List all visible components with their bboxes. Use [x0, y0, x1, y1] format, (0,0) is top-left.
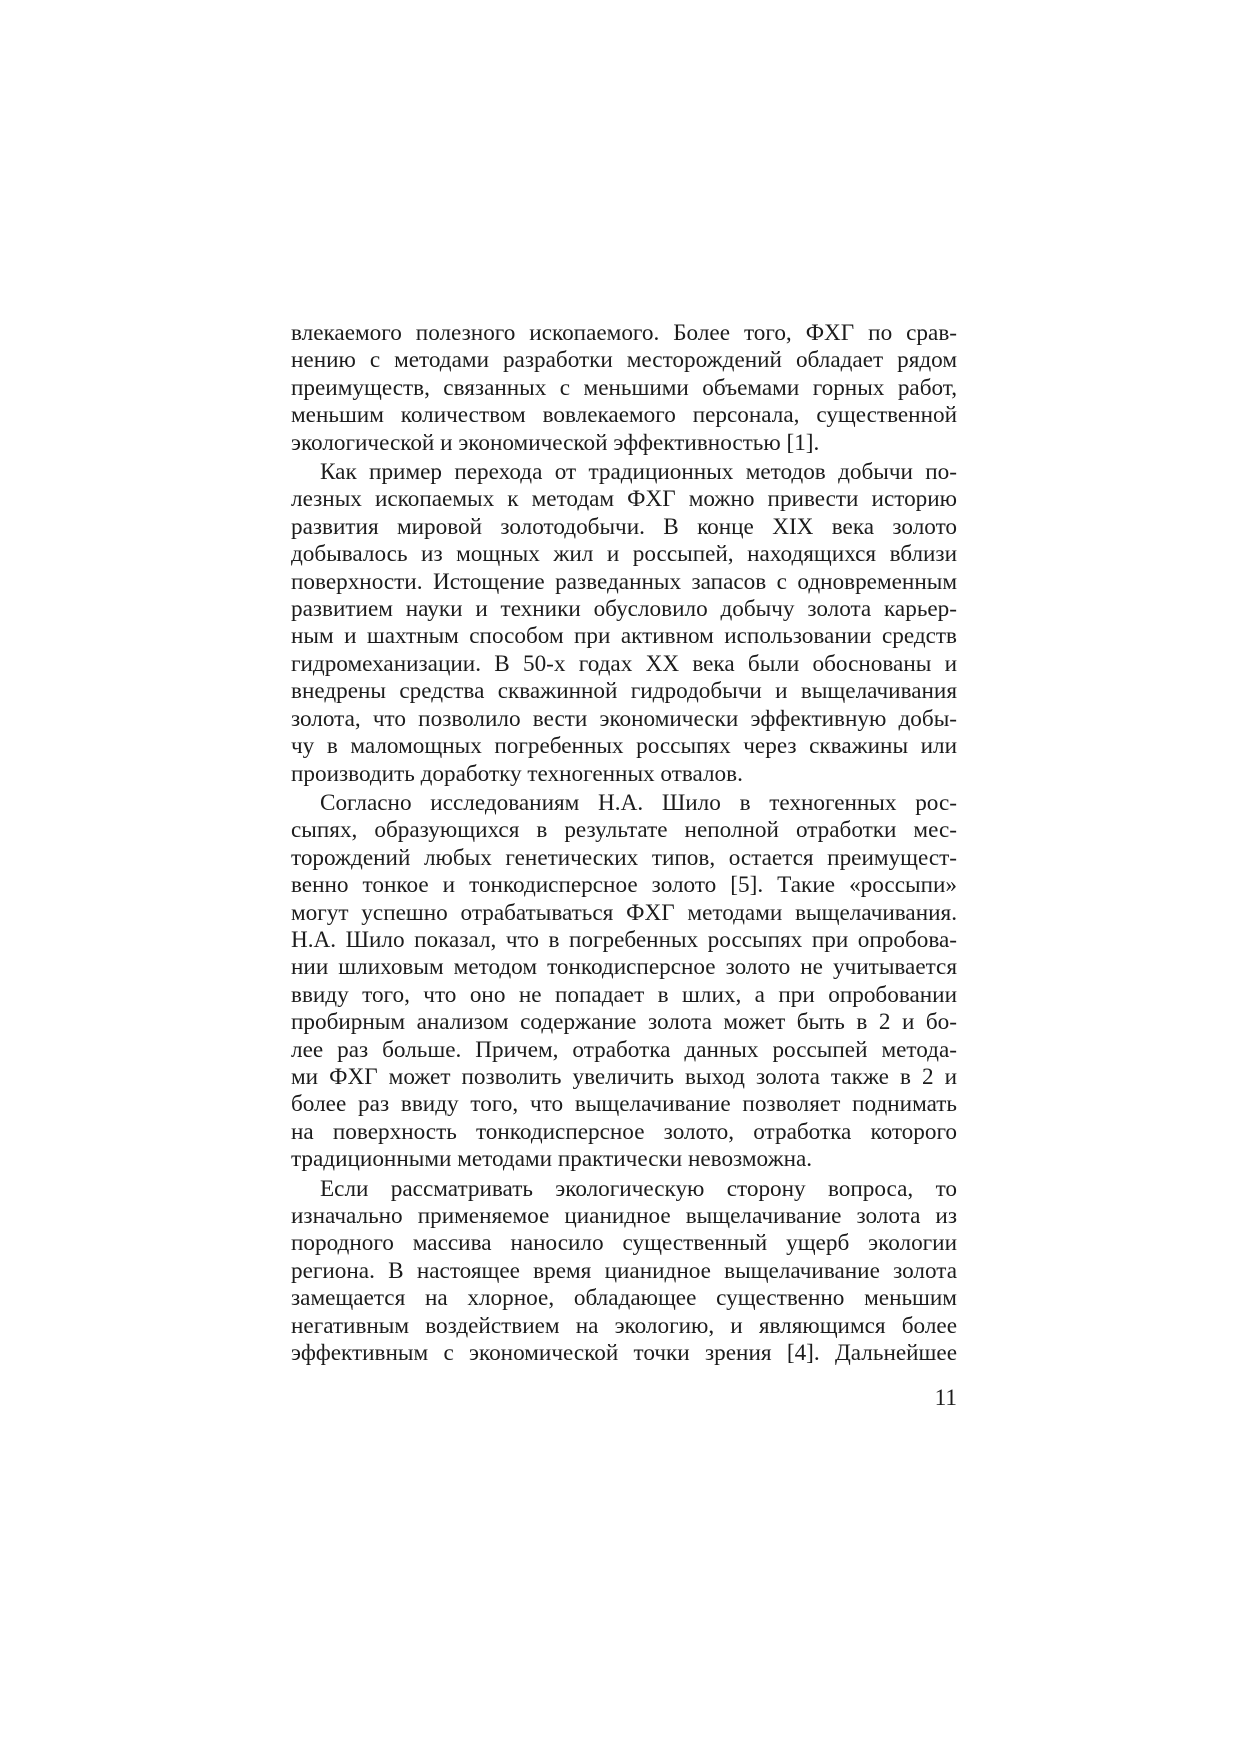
text-line: ми ФХГ может позволить увеличить выход золота также в 2 и — [291, 1063, 957, 1090]
paragraph-2 — [291, 459, 957, 788]
text-line: ввиду того, что оно не попадает в шлих, а при опробовании — [291, 981, 957, 1008]
text-line: развития мировой золотодобычи. В конце XIX века золото — [291, 513, 957, 540]
text-line: негативным воздействием на экологию, и являющимся более — [291, 1312, 957, 1339]
text-line: добывалось из мощных жил и россыпей, находящихся вблизи — [291, 541, 957, 568]
paragraph-1 — [291, 320, 957, 457]
text-line: могут успешно отрабатываться ФХГ методами выщелачивания. — [291, 899, 957, 926]
text-line: нению с методами разработки месторождений обладает рядом — [291, 347, 957, 374]
paragraph-3 — [291, 790, 957, 1174]
text-line: гидромеханизации. В 50-х годах XX века были обоснованы и — [291, 650, 957, 677]
page-content — [291, 320, 957, 1430]
text-line: нии шлиховым методом тонкодисперсное золото не учитывается — [291, 954, 957, 981]
text-line: венно тонкое и тонкодисперсное золото [5]. Такие «россыпи» — [291, 872, 957, 899]
text-line: более раз ввиду того, что выщелачивание позволяет поднимать — [291, 1091, 957, 1118]
text-line: на поверхность тонкодисперсное золото, отработка которого — [291, 1118, 957, 1145]
text-line: пробирным анализом содержание золота может быть в 2 и бо- — [291, 1009, 957, 1036]
text-line: торождений любых генетических типов, остается преимущест- — [291, 844, 957, 871]
text-line: чу в маломощных погребенных россыпях через скважины или — [291, 733, 957, 760]
text-line: ным и шахтным способом при активном использовании средств — [291, 623, 957, 650]
page-number: 11 — [934, 1385, 957, 1411]
text-line: лее раз больше. Причем, отработка данных россыпей метода- — [291, 1036, 957, 1063]
text-line: поверхности. Истощение разведанных запасов с одновременным — [291, 568, 957, 595]
text-line: лезных ископаемых к методам ФХГ можно привести историю — [291, 486, 957, 513]
text-line: сыпях, образующихся в результате неполной отработки мес- — [291, 817, 957, 844]
text-line: породного массива наносило существенный ущерб экологии — [291, 1230, 957, 1257]
text-line: производить доработку техногенных отвалов. — [291, 760, 743, 787]
text-line: Н.А. Шило показал, что в погребенных россыпях при опробова- — [291, 926, 957, 953]
text-line: меньшим количеством вовлекаемого персонала, существенной — [291, 402, 957, 429]
text-line: экологической и экономической эффективностью [1]. — [291, 429, 820, 456]
text-line: золота, что позволило вести экономически эффективную добы- — [291, 705, 957, 732]
text-line: влекаемого полезного ископаемого. Более того, ФХГ по срав- — [291, 320, 957, 346]
body-text — [291, 320, 957, 1367]
paragraph-4 — [291, 1176, 957, 1368]
text-line: изначально применяемое цианидное выщелачивание золота из — [291, 1203, 957, 1229]
text-line: Как пример перехода от традиционных методов добычи по- — [320, 459, 957, 486]
text-line: традиционными методами практически невозможна. — [291, 1146, 813, 1173]
text-line: преимуществ, связанных с меньшими объемами горных работ, — [291, 374, 957, 401]
text-line: региона. В настоящее время цианидное выщелачивание золота — [291, 1257, 957, 1284]
text-line: развитием науки и техники обусловило добычу золота карьер- — [291, 596, 957, 623]
text-line: внедрены средства скважинной гидродобычи и выщелачивания — [291, 678, 957, 705]
text-line: эффективным с экономической точки зрения [4]. Дальнейшее — [291, 1340, 957, 1367]
text-line: Если рассматривать экологическую сторону вопроса, то — [320, 1175, 957, 1202]
text-line: Согласно исследованиям Н.А. Шило в техногенных рос- — [320, 789, 957, 816]
text-line: замещается на хлорное, обладающее существенно меньшим — [291, 1285, 957, 1312]
